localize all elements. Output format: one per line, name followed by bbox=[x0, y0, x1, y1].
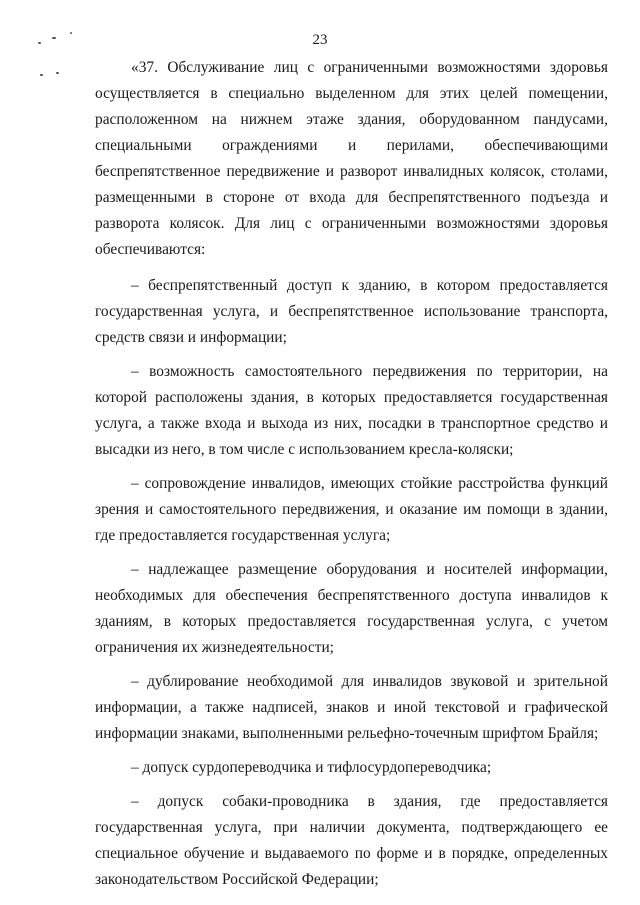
list-item-interpreter: – допуск сурдопереводчика и тифлосурдопереводчика; bbox=[131, 759, 492, 776]
scan-speck bbox=[56, 72, 59, 74]
list-item-escort: – сопровождение инвалидов, имеющих стойкие расстройства функций зрения и самостоятельного передвижения, и оказание им помощи в здании, где предоставляется государственная услуга; bbox=[95, 475, 608, 544]
paragraph-item-37: «37. Обслуживание лиц с ограниченными возможностями здоровья осуществляется в специально выделенном для этих целей помещении, расположенном на нижнем этаже здания, оборудованном пандусами, специальными ограждениями и перилами, обеспечивающими беспрепятственное передвижение и разворот инвалидных колясок, столами, размещенными в стороне от входа для беспрепятственного подъезда и разворота колясок. Для лиц с ограниченными возможностями здоровья обеспечиваются: bbox=[95, 59, 608, 258]
list-item-movement-territory: – возможность самостоятельного передвижения по территории, на которой расположены здания, в которых предоставляется государственная услуга, а также входа и выхода из них, посадки в транспортное средство и высадки из него, в том числе с использованием кресла-коляски; bbox=[95, 363, 608, 458]
list-item-guide-dog: – допуск собаки-проводника в здания, где предоставляется государственная услуга, при наличии документа, подтверждающего ее специальное обучение и выдаваемого по форме и в порядке, определенных законодательством Российской Федерации; bbox=[95, 793, 608, 888]
list-item-access-building: – беспрепятственный доступ к зданию, в котором предоставляется государственная услуга, и беспрепятственное использование транспорта, средств связи и информации; bbox=[95, 277, 608, 346]
page-number: 23 bbox=[312, 32, 328, 48]
scan-speck bbox=[40, 74, 43, 76]
document-body bbox=[95, 55, 608, 901]
list-item-equipment-placement: – надлежащее размещение оборудования и носителей информации, необходимых для обеспечения беспрепятственного доступа инвалидов к зданиям, в которых предоставляется государственная услуга, с учетом ограничения их жизнедеятельности; bbox=[95, 561, 608, 656]
list-item-braille-duplication: – дублирование необходимой для инвалидов звуковой и зрительной информации, а также надписей, знаков и иной текстовой и графической информации знаками, выполненными рельефно-точечным шрифтом Брайля; bbox=[95, 673, 608, 742]
